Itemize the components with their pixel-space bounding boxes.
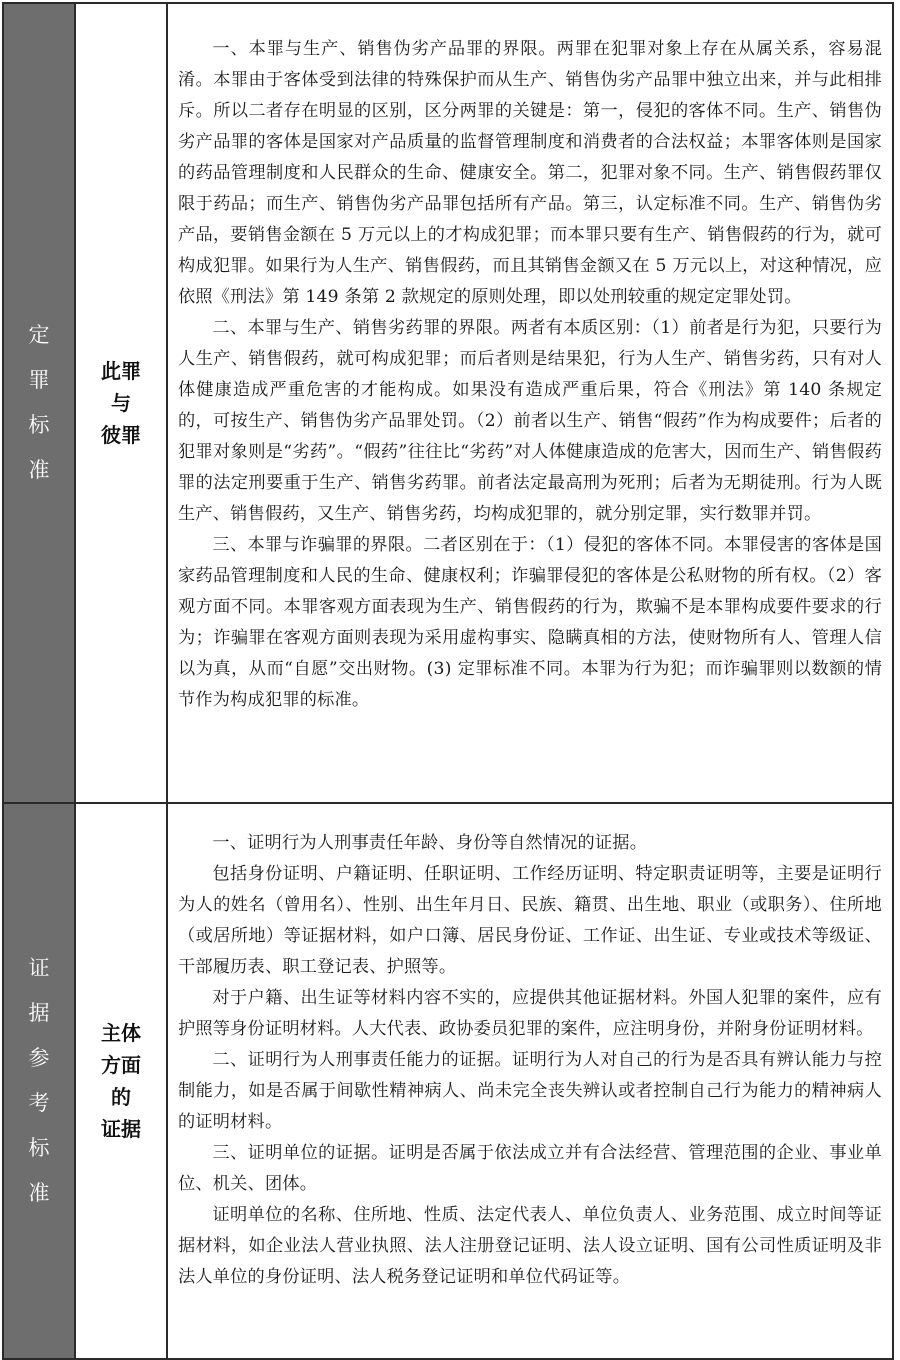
category-cell: [4, 4, 76, 802]
category-char: 证: [28, 956, 50, 980]
category-char: 据: [28, 1001, 50, 1025]
subcategory-line: 彼罪: [101, 423, 141, 447]
paragraph: 一、证明行为人刑事责任年龄、身份等自然情况的证据。: [212, 833, 648, 853]
table-row-conviction-criteria: [4, 4, 892, 804]
subcategory-cell: [76, 4, 168, 802]
category-char: 参: [28, 1046, 50, 1070]
subcategory-line: 的: [111, 1085, 131, 1109]
criteria-table: [2, 2, 894, 1360]
content-cell: [168, 804, 892, 1358]
paragraph: 二、证明行为人刑事责任能力的证据。证明行为人对自己的行为是否具有辨认能力与控制能力，如是否属于间歇性精神病人、尚未完全丧失辨认或者控制自己行为能力的精神病人的证明材料。: [178, 1050, 882, 1132]
paragraph: 二、本罪与生产、销售劣药罪的界限。两者有本质区别：（1）前者是行为犯，只要行为人生产、销售假药，就可构成犯罪；而后者则是结果犯，行为人生产、销售劣药，只有对人体健康造成严重危害的才能构成。如果没有造成严重后果，符合《刑法》第 140 条规定的，可按生产、销售伪劣产品罪处罚。（2）前者以生产、销售“假药”作为构成要件；后者的犯罪对象则是“劣药”。“假药”往往比“劣药”对人体健康造成的危害大，因而生产、销售假药罪的法定刑要重于生产、销售劣药罪。前者法定最高刑为死刑；后者为无期徒刑。行为人既生产、销售假药，又生产、销售劣药，均构成犯罪的，就分别定罪，实行数罪并罚。: [178, 318, 882, 524]
paragraph: 包括身份证明、户籍证明、任职证明、工作经历证明、特定职责证明等，主要是证明行为人的姓名（曾用名）、性别、出生年月日、民族、籍贯、出生地、职业（或职务）、住所地（或居所地）等证据材料，如户口簿、居民身份证、工作证、出生证、专业或技术等级证、干部履历表、职工登记表、护照等。: [178, 864, 882, 977]
subcategory-line: 此罪: [101, 359, 141, 383]
paragraph: 三、证明单位的证据。证明是否属于依法成立并有合法经营、管理范围的企业、事业单位、机关、团体。: [178, 1143, 882, 1194]
category-char: 准: [28, 1181, 50, 1205]
paragraph: 证明单位的名称、住所地、性质、法定代表人、单位负责人、业务范围、成立时间等证据材料，如企业法人营业执照、法人注册登记证明、法人设立证明、国有公司性质证明及非法人单位的身份证明、法人税务登记证明和单位代码证等。: [178, 1205, 882, 1287]
subcategory-line: 证据: [101, 1117, 141, 1141]
subcategory-label: [101, 355, 141, 451]
category-char: 准: [28, 458, 50, 482]
content-cell: [168, 4, 892, 802]
category-char: 考: [28, 1091, 50, 1115]
subcategory-line: 主体: [101, 1021, 141, 1045]
category-char: 标: [28, 413, 50, 437]
table-row-evidence-criteria: [4, 804, 892, 1358]
paragraph: 三、本罪与诈骗罪的界限。二者区别在于：（1）侵犯的客体不同。本罪侵害的客体是国家药品管理制度和人民的生命、健康权利；诈骗罪侵犯的客体是公私财物的所有权。（2）客观方面不同。本罪客观方面表现为生产、销售假药的行为，欺骗不是本罪构成要件要求的行为；诈骗罪在客观方面则表现为采用虚构事实、隐瞒真相的方法，使财物所有人、管理人信以为真，从而“自愿”交出财物。(3) 定罪标准不同。本罪为行为犯；而诈骗罪则以数额的情节作为构成犯罪的标准。: [178, 535, 882, 710]
category-char: 定: [28, 323, 50, 347]
subcategory-label: [101, 1017, 141, 1145]
paragraph: 一、本罪与生产、销售伪劣产品罪的界限。两罪在犯罪对象上存在从属关系，容易混淆。本罪由于客体受到法律的特殊保护而从生产、销售伪劣产品罪中独立出来，并与此相排斥。所以二者存在明显的区别，区分两罪的关键是：第一，侵犯的客体不同。生产、销售伪劣产品罪的客体是国家对产品质量的监督管理制度和消费者的合法权益；本罪客体则是国家的药品管理制度和人民群众的生命、健康安全。第二，犯罪对象不同。生产、销售假药罪仅限于药品；而生产、销售伪劣产品罪包括所有产品。第三，认定标准不同。生产、销售伪劣产品，要销售金额在 5 万元以上的才构成犯罪；而本罪只要有生产、销售假药的行为，就可构成犯罪。如果行为人生产、销售假药，而且其销售金额又在 5 万元以上，对这种情况，应依照《刑法》第 149 条第 2 款规定的原则处理，即以处刑较重的规定定罪处罚。: [178, 39, 882, 307]
category-char: 标: [28, 1136, 50, 1160]
paragraph: 对于户籍、出生证等材料内容不实的，应提供其他证据材料。外国人犯罪的案件，应有护照等身份证明材料。人大代表、政协委员犯罪的案件，应注明身份，并附身份证明材料。: [178, 988, 882, 1039]
category-cell: [4, 804, 76, 1358]
subcategory-cell: [76, 804, 168, 1358]
subcategory-line: 方面: [101, 1053, 141, 1077]
category-label: [29, 313, 50, 493]
category-label: [29, 946, 50, 1216]
subcategory-line: 与: [111, 391, 131, 415]
category-char: 罪: [28, 368, 50, 392]
